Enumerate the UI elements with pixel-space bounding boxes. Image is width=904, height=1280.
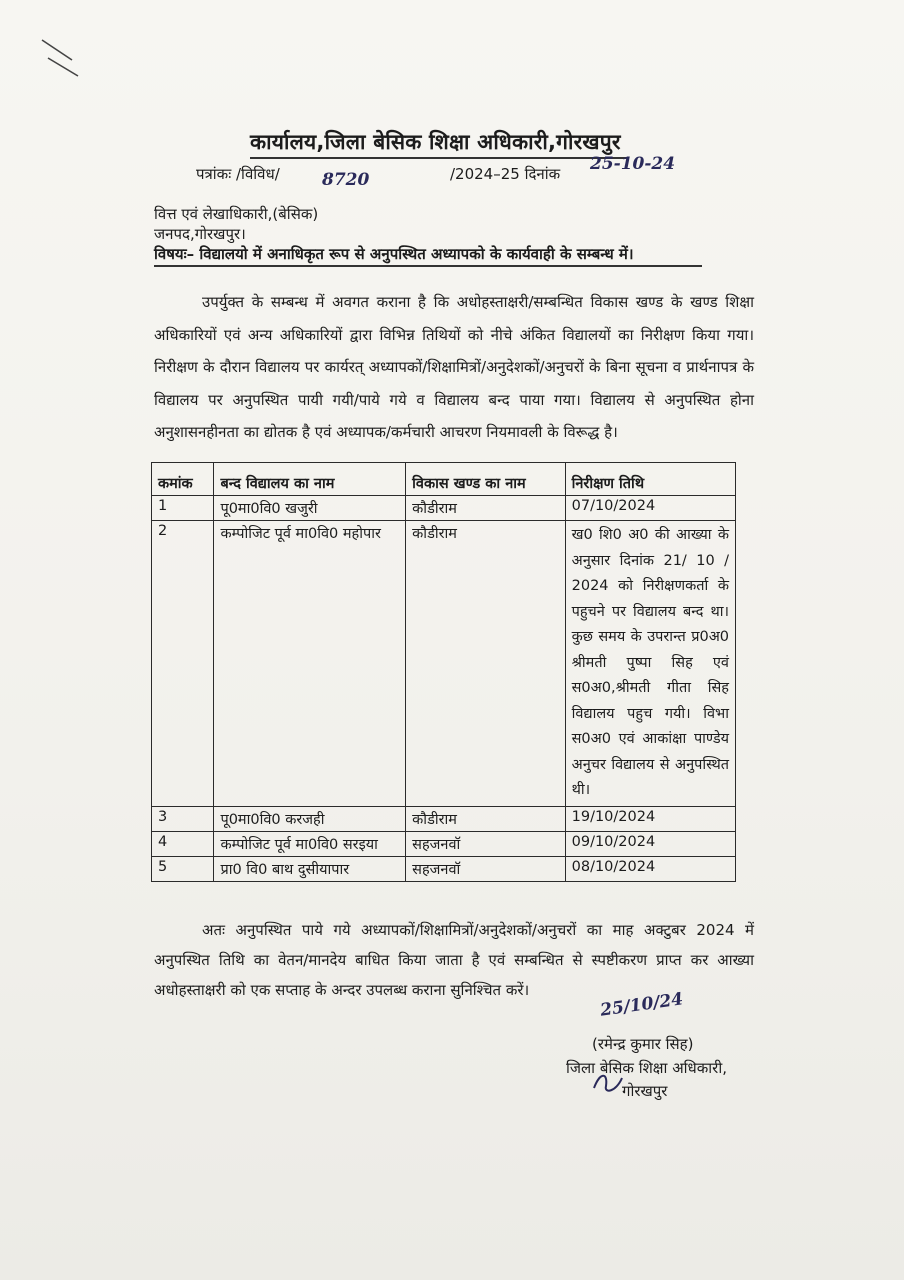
signature-handwritten-date: 25/10/24 — [599, 989, 685, 1021]
cell-school: कम्पोजिट पूर्व मा0वि0 सरइया — [214, 831, 406, 856]
issue-date: 25-10-24 — [590, 154, 676, 174]
closed-schools-table — [151, 462, 736, 882]
closing-paragraph: अतः अनुपस्थित पाये गये अध्यापकों/शिक्षामित्रों/अनुदेशकों/अनुचरों का माह अक्टुबर 2024 में अनुपस्थित तिथि का वेतन/मानदेय बाधित किया जाता है एवं सम्बन्धित से स्पष्टीकरण प्राप्त कर आख्या अधोहस्ताक्षरी को एक सप्ताह के अन्दर उपलब्ध कराना सुनिश्चित करें। — [154, 921, 754, 999]
table-header-row — [152, 463, 736, 496]
header-date: निरीक्षण तिथि — [565, 463, 735, 496]
cell-school: प्रा0 वि0 बाथ दुसीयापार — [214, 856, 406, 881]
cell-block: कौडीराम — [406, 806, 565, 831]
subject-underline — [154, 265, 702, 267]
header-sno: कमांक — [152, 463, 214, 496]
signature-scrawl — [590, 1068, 626, 1098]
signatory-name: (रमेन्द्र कुमार सिह) — [592, 1035, 694, 1053]
body-paragraph: उपर्युक्त के सम्बन्ध में अवगत कराना है कि अधोहस्ताक्षरी/सम्बन्धित विकास खण्ड के खण्ड शिक्षा अधिकारियों एवं अन्य अधिकारियों द्वारा विभिन्न तिथियों को नीचे अंकित विद्यालयों का निरीक्षण किया गया। निरीक्षण के दौरान विद्यालय पर कार्यरत् अध्यापकों/शिक्षामित्रों/अनुदेशकों/अनुचरों के बिना सूचना व प्रार्थनापत्र के विद्यालय पर अनुपस्थित पायी गयी/पाये गये व विद्यालय बन्द पाया गया। विद्यालय से अनुपस्थित होना अनुशासनहीनता का द्योतक है एवं अध्यापक/कर्मचारी आचरण नियमावली के विरूद्ध है। — [154, 293, 754, 441]
cell-date: 08/10/2024 — [565, 856, 735, 881]
table-row — [152, 806, 736, 831]
subject-line: विषयः– विद्यालयो में अनाधिकृत रूप से अनुपस्थित अध्यापको के कार्यवाही के सम्बन्ध में। — [154, 245, 634, 263]
signatory-designation: जिला बेसिक शिक्षा अधिकारी, — [566, 1059, 727, 1077]
header-school: बन्द विद्यालय का नाम — [214, 463, 406, 496]
pen-mark-scribble — [38, 36, 84, 82]
cell-school: पू0मा0वि0 खजुरी — [214, 496, 406, 521]
cell-inspection-note: ख0 शि0 अ0 की आख्या के अनुसार दिनांक 21/ 10 / 2024 को निरीक्षणकर्ता के पहुचने पर विद्यालय बन्द था। कुछ समय के उपरान्त प्र0अ0 श्रीमती पुष्पा सिह एवं स0अ0,श्रीमती गीता सिह विद्यालय पहुच गयी। विभा स0अ0 एवं आकांक्षा पाण्डेय अनुचर विद्यालय से अनुपस्थित थी। — [565, 521, 735, 807]
ref-number: 8720 — [322, 170, 370, 190]
office-title: कार्यालय,जिला बेसिक शिक्षा अधिकारी,गोरखपुर — [250, 130, 621, 154]
cell-school: पू0मा0वि0 करजही — [214, 806, 406, 831]
cell-sno: 2 — [152, 521, 214, 807]
ref-year-date-label: /2024–25 दिनांक — [450, 165, 561, 183]
signatory-place: गोरखपुर — [622, 1082, 668, 1100]
cell-sno: 5 — [152, 856, 214, 881]
cell-block: कौडीराम — [406, 496, 565, 521]
cell-sno: 3 — [152, 806, 214, 831]
header-block: विकास खण्ड का नाम — [406, 463, 565, 496]
cell-date: 19/10/2024 — [565, 806, 735, 831]
ref-prefix: पत्रांकः /विविध/ — [196, 165, 280, 183]
cell-sno: 1 — [152, 496, 214, 521]
cell-block: कौडीराम — [406, 521, 565, 807]
table-row — [152, 856, 736, 881]
cell-sno: 4 — [152, 831, 214, 856]
addressee-line1: वित्त एवं लेखाधिकारी,(बेसिक) — [154, 205, 319, 223]
table-row — [152, 831, 736, 856]
cell-block: सहजनवॉ — [406, 831, 565, 856]
cell-school: कम्पोजिट पूर्व मा0वि0 महोपार — [214, 521, 406, 807]
table-row — [152, 521, 736, 807]
table-row — [152, 496, 736, 521]
addressee-line2: जनपद,गोरखपुर। — [154, 225, 246, 243]
cell-block: सहजनवॉ — [406, 856, 565, 881]
cell-date: 09/10/2024 — [565, 831, 735, 856]
title-underline — [250, 157, 628, 159]
cell-date: 07/10/2024 — [565, 496, 735, 521]
